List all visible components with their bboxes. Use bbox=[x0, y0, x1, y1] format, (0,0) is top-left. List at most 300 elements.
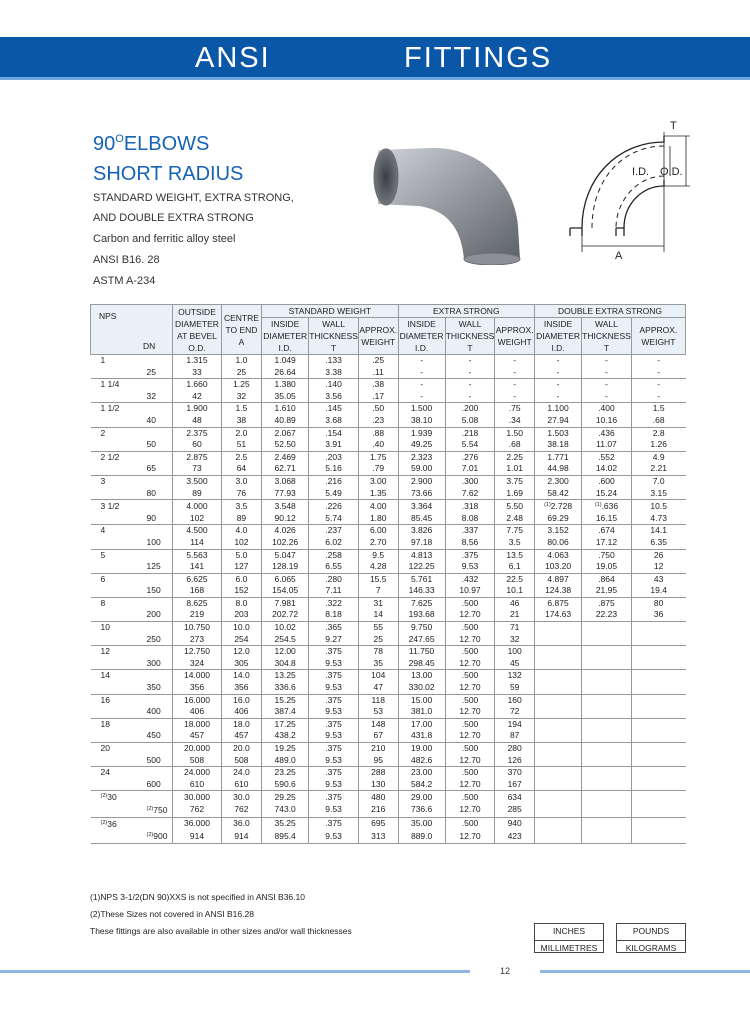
table-row bbox=[91, 488, 686, 500]
cell-od bbox=[173, 791, 222, 804]
cell-value: 5.49 bbox=[325, 487, 342, 498]
cell-x-w bbox=[495, 767, 535, 779]
col-std-weight bbox=[358, 318, 398, 355]
cell-value: - bbox=[420, 355, 424, 365]
cell-x-id bbox=[398, 597, 445, 609]
cell-od bbox=[173, 415, 222, 427]
cell-value: .750 bbox=[598, 549, 615, 560]
cell-s-id bbox=[262, 525, 309, 537]
cell-value: 15.24 bbox=[595, 487, 618, 498]
cell-value: .365 bbox=[325, 622, 342, 633]
cell-value: 695 bbox=[371, 818, 386, 829]
cell-x-w bbox=[495, 682, 535, 694]
cell-xx-w bbox=[631, 525, 685, 537]
cell-s-t bbox=[309, 427, 359, 439]
label-id: I.D. bbox=[632, 166, 650, 178]
cell-x-w bbox=[495, 488, 535, 500]
dn-value: 125 bbox=[146, 561, 161, 572]
col-nps bbox=[91, 305, 173, 355]
cell-value: 6.625 bbox=[186, 573, 208, 584]
col-xxs-id-line: INSIDE bbox=[543, 319, 573, 329]
cell-dn bbox=[91, 561, 173, 573]
nps-value: 24 bbox=[100, 767, 110, 778]
cell-x-id bbox=[398, 537, 445, 549]
cell-xx-t bbox=[582, 488, 632, 500]
cell-x-id bbox=[398, 513, 445, 525]
nps-value: 6 bbox=[100, 573, 106, 584]
cell-value: 489.0 bbox=[274, 754, 296, 765]
cell-x-t bbox=[445, 355, 495, 367]
nps-value: 18 bbox=[100, 718, 110, 729]
cell-nps bbox=[91, 549, 173, 561]
cell-s-w bbox=[358, 817, 398, 830]
cell-s-w bbox=[358, 779, 398, 791]
cell-x-id bbox=[398, 791, 445, 804]
cell-x-t bbox=[445, 830, 495, 843]
cell-xx-w bbox=[631, 391, 685, 403]
cell-value: 8.56 bbox=[461, 536, 479, 547]
cell-value: 7.75 bbox=[506, 525, 523, 536]
cell-value: 1.35 bbox=[369, 487, 387, 498]
cell-value: 12.70 bbox=[459, 657, 481, 668]
cell-x-t bbox=[445, 779, 495, 791]
cell-value: .500 bbox=[461, 791, 479, 802]
cell-xx-id bbox=[535, 537, 582, 549]
cell-xx-w bbox=[631, 755, 685, 767]
cell-s-t bbox=[309, 743, 359, 755]
cell-value: 48 bbox=[192, 414, 202, 425]
cell-x-id bbox=[398, 500, 445, 513]
cell-x-t bbox=[445, 525, 495, 537]
cell-xx-t bbox=[582, 391, 632, 403]
nps-value: 2 bbox=[100, 427, 106, 438]
cell-s-id bbox=[262, 573, 309, 585]
cell-value: 118 bbox=[371, 694, 385, 705]
col-xxs-wall-line: T bbox=[603, 343, 610, 353]
group-double-extra-strong: DOUBLE EXTRA STRONG bbox=[535, 305, 686, 318]
cell-od bbox=[173, 706, 222, 718]
cell-value: - bbox=[605, 366, 608, 377]
header-banner bbox=[0, 37, 750, 77]
cell-xx-id bbox=[535, 427, 582, 439]
cell-xx-id bbox=[535, 488, 582, 500]
table-row bbox=[91, 585, 686, 597]
cell-xx-id bbox=[535, 451, 582, 463]
cell-value: 124.38 bbox=[545, 585, 572, 596]
cell-s-id bbox=[262, 694, 309, 706]
cell-xx-t bbox=[582, 779, 632, 791]
cell-xx-id bbox=[535, 500, 582, 513]
cell-value: - bbox=[468, 390, 472, 401]
cell-value: 32 bbox=[236, 390, 247, 401]
cell-x-w bbox=[495, 475, 535, 487]
cell-s-t bbox=[309, 646, 359, 658]
cell-value: 914 bbox=[234, 830, 249, 841]
cell-xx-w bbox=[631, 767, 685, 779]
cell-s-t bbox=[309, 718, 359, 730]
cell-x-id bbox=[398, 830, 445, 843]
cell-xx-w bbox=[631, 463, 685, 475]
cell-dn bbox=[91, 537, 173, 549]
nps-value: 3 1/2 bbox=[100, 500, 120, 511]
cell-value: 1.380 bbox=[274, 379, 296, 390]
cell-value: 4.28 bbox=[369, 561, 387, 572]
cell-xx-w bbox=[631, 670, 685, 682]
cell-od bbox=[173, 682, 222, 694]
cell-xx-id bbox=[535, 475, 582, 487]
cell-value: - bbox=[513, 355, 517, 365]
group-standard-weight: STANDARD WEIGHT bbox=[262, 305, 398, 318]
cell-s-t bbox=[309, 403, 359, 415]
cell-dn bbox=[91, 755, 173, 767]
cell-x-id bbox=[398, 743, 445, 755]
cell-x-w bbox=[495, 779, 535, 791]
cell-value: 4.897 bbox=[547, 573, 569, 584]
dn-value: 25 bbox=[146, 366, 156, 377]
cell-value: .145 bbox=[325, 403, 342, 414]
cell-xx-w bbox=[631, 561, 685, 573]
cell-value: 356 bbox=[234, 682, 249, 693]
cell-s-w bbox=[358, 791, 398, 804]
cell-xx-t bbox=[582, 622, 632, 634]
cell-xx-id bbox=[535, 804, 582, 817]
dn-value: 300 bbox=[146, 657, 161, 668]
table-row bbox=[91, 391, 686, 403]
cell-xx-w bbox=[631, 355, 685, 367]
col-std-wall-line: T bbox=[330, 343, 337, 353]
cell-s-id bbox=[262, 622, 309, 634]
cell-value: 10.750 bbox=[183, 622, 210, 633]
cell-value: 584.2 bbox=[410, 778, 433, 789]
cell-x-id bbox=[398, 573, 445, 585]
cell-value: .25 bbox=[372, 355, 385, 365]
cell-value: 1.315 bbox=[186, 355, 208, 365]
cell-a bbox=[221, 646, 261, 658]
table-row bbox=[91, 767, 686, 779]
elbow-photo bbox=[372, 140, 522, 265]
cell-x-id bbox=[398, 718, 445, 730]
cell-value: 202.72 bbox=[272, 609, 299, 620]
cell-value: 15.00 bbox=[410, 694, 433, 705]
table-row bbox=[91, 755, 686, 767]
footnote-mark: (2) bbox=[100, 793, 108, 800]
col-xs-wall-line: THICKNESS bbox=[445, 331, 495, 341]
cell-x-t bbox=[445, 634, 495, 646]
cell-xx-w bbox=[631, 634, 685, 646]
cell-xx-t bbox=[582, 451, 632, 463]
cell-value: 387.4 bbox=[274, 706, 296, 717]
cell-dn bbox=[91, 706, 173, 718]
cell-xx-id bbox=[535, 439, 582, 451]
cell-value: 5.761 bbox=[410, 573, 433, 584]
cell-xx-w bbox=[631, 379, 685, 391]
cell-dn bbox=[91, 513, 173, 525]
label-od: O.D. bbox=[660, 166, 683, 178]
cell-x-t bbox=[445, 451, 495, 463]
cell-value: 167 bbox=[507, 778, 522, 789]
cell-value: 6.875 bbox=[547, 597, 569, 608]
nps-value: 36 bbox=[107, 818, 117, 829]
cell-value: 17.25 bbox=[274, 718, 296, 729]
cell-value: 431.8 bbox=[410, 730, 433, 741]
cell-value: 12.70 bbox=[459, 706, 481, 717]
table-row bbox=[91, 804, 686, 817]
cell-s-w bbox=[358, 670, 398, 682]
cell-value: - bbox=[513, 379, 517, 390]
cell-x-t bbox=[445, 622, 495, 634]
cell-s-w bbox=[358, 475, 398, 487]
cell-value: 10.02 bbox=[274, 622, 296, 633]
cell-xx-w bbox=[631, 585, 685, 597]
cell-value: 634 bbox=[507, 791, 522, 802]
dn-value: 400 bbox=[146, 706, 161, 717]
cell-x-id bbox=[398, 609, 445, 621]
cell-od bbox=[173, 817, 222, 830]
cell-x-w bbox=[495, 718, 535, 730]
cell-value: 6.00 bbox=[369, 525, 387, 536]
cell-value: .375 bbox=[325, 818, 342, 829]
cell-xx-id bbox=[535, 817, 582, 830]
cell-value: 2.0 bbox=[235, 427, 248, 438]
cell-value: 100 bbox=[507, 646, 522, 657]
cell-value: 3.00 bbox=[369, 475, 387, 486]
cell-a bbox=[221, 830, 261, 843]
cell-od bbox=[173, 379, 222, 391]
cell-x-id bbox=[398, 403, 445, 415]
cell-value: .674 bbox=[598, 525, 615, 536]
cell-value: 13.00 bbox=[410, 670, 433, 681]
cell-xx-id bbox=[535, 706, 582, 718]
cell-value: 4.026 bbox=[274, 525, 296, 536]
desc-line-5: ASTM A-234 bbox=[93, 275, 156, 287]
cell-value: 11.07 bbox=[596, 439, 617, 450]
nps-value: 1 1/4 bbox=[100, 379, 120, 390]
cell-a bbox=[221, 488, 261, 500]
cell-s-w bbox=[358, 367, 398, 379]
cell-value: 80 bbox=[653, 597, 664, 608]
cell-x-id bbox=[398, 475, 445, 487]
cell-value: 736.6 bbox=[410, 804, 433, 815]
cell-value: 1.80 bbox=[369, 512, 387, 523]
cell-value: 25 bbox=[373, 633, 383, 644]
cell-value: 1.610 bbox=[274, 403, 296, 414]
cell-value: 381.0 bbox=[410, 706, 433, 717]
cell-xx-t bbox=[582, 718, 632, 730]
cell-x-w bbox=[495, 791, 535, 804]
cell-value: .11 bbox=[372, 366, 384, 377]
cell-value: .552 bbox=[598, 451, 615, 462]
cell-x-w bbox=[495, 403, 535, 415]
cell-value: 3.5 bbox=[235, 500, 248, 511]
cell-nps bbox=[91, 427, 173, 439]
cell-value: 2.48 bbox=[506, 512, 523, 523]
cell-value: 146.33 bbox=[408, 585, 435, 596]
cell-value: 285 bbox=[507, 804, 522, 815]
cell-value: 219 bbox=[189, 609, 205, 620]
cell-value: 19.4 bbox=[650, 585, 667, 596]
cell-value: 5.563 bbox=[186, 549, 208, 560]
cell-xx-id bbox=[535, 609, 582, 621]
cell-dn bbox=[91, 682, 173, 694]
cell-value: - bbox=[556, 366, 560, 377]
cell-value: 1.049 bbox=[274, 355, 296, 365]
table-row bbox=[91, 525, 686, 537]
cell-value: .375 bbox=[325, 694, 342, 705]
cell-value: 457 bbox=[189, 730, 205, 741]
footer-line-left bbox=[0, 970, 470, 973]
unit-inches: INCHES bbox=[552, 926, 586, 936]
cell-xx-t bbox=[582, 767, 632, 779]
cell-value: 480 bbox=[371, 791, 386, 802]
cell-od bbox=[173, 743, 222, 755]
cell-value: 12.70 bbox=[459, 633, 481, 644]
cell-x-w bbox=[495, 463, 535, 475]
cell-xx-id bbox=[535, 355, 582, 367]
col-xxs-weight-line: WEIGHT bbox=[641, 337, 676, 347]
cell-value: 12.00 bbox=[274, 646, 296, 657]
cell-x-t bbox=[445, 427, 495, 439]
cell-value: 12.70 bbox=[459, 778, 481, 789]
cell-value: .500 bbox=[461, 767, 479, 778]
cell-a bbox=[221, 609, 261, 621]
cell-value: 423 bbox=[507, 830, 522, 841]
cell-value: 2.5 bbox=[235, 451, 248, 462]
cell-value: 16.000 bbox=[183, 694, 210, 705]
cell-x-t bbox=[445, 488, 495, 500]
cell-xx-id bbox=[535, 767, 582, 779]
cell-value: 12.70 bbox=[459, 754, 481, 765]
cell-xx-id bbox=[535, 694, 582, 706]
cell-s-t bbox=[309, 670, 359, 682]
table-row bbox=[91, 670, 686, 682]
cell-value: 4.9 bbox=[652, 451, 665, 462]
cell-xx-id bbox=[535, 743, 582, 755]
cell-value: .500 bbox=[461, 622, 479, 633]
cell-x-w bbox=[495, 730, 535, 742]
cell-od bbox=[173, 622, 222, 634]
cell-value: .38 bbox=[372, 379, 385, 390]
cell-value: 3.068 bbox=[274, 475, 296, 486]
cell-x-w bbox=[495, 427, 535, 439]
cell-a bbox=[221, 537, 261, 549]
cell-value: - bbox=[556, 390, 560, 401]
note-2: (2)These Sizes not covered in ANSI B16.28 bbox=[90, 909, 254, 919]
cell-s-t bbox=[309, 379, 359, 391]
cell-value: 193.68 bbox=[408, 609, 435, 620]
cell-xx-t bbox=[582, 379, 632, 391]
degree-sign: O bbox=[115, 133, 124, 145]
cell-s-w bbox=[358, 488, 398, 500]
cell-s-w bbox=[358, 549, 398, 561]
cell-value: 6.35 bbox=[650, 536, 667, 547]
col-xxs-weight bbox=[631, 318, 685, 355]
cell-value: - bbox=[657, 366, 661, 377]
cell-value: 95 bbox=[373, 754, 383, 765]
cell-x-w bbox=[495, 694, 535, 706]
cell-x-w bbox=[495, 525, 535, 537]
unit-pounds: POUNDS bbox=[632, 926, 670, 936]
cell-xx-id bbox=[535, 463, 582, 475]
cell-value: 30.000 bbox=[183, 791, 210, 802]
cell-od bbox=[173, 730, 222, 742]
cell-value: 12 bbox=[653, 561, 664, 572]
dimension-table bbox=[90, 304, 686, 844]
cell-value: 13.25 bbox=[274, 670, 296, 681]
note-1: (1)NPS 3-1/2(DN 90)XXS is not specified in ANSI B36.10 bbox=[90, 892, 305, 902]
cell-xx-id bbox=[535, 622, 582, 634]
cell-value: 47 bbox=[373, 682, 383, 693]
cell-value: 29.00 bbox=[410, 791, 433, 802]
cell-xx-w bbox=[631, 706, 685, 718]
od-h2: DIAMETER bbox=[175, 318, 219, 329]
cell-nps bbox=[91, 767, 173, 779]
cell-od bbox=[173, 573, 222, 585]
cell-value: .375 bbox=[325, 743, 342, 753]
cell-value: 26 bbox=[653, 549, 664, 560]
cell-value: .216 bbox=[325, 475, 342, 486]
nps-value: 5 bbox=[100, 549, 106, 560]
cell-value: 46 bbox=[509, 597, 520, 608]
cell-dn bbox=[91, 804, 173, 817]
cell-x-t bbox=[445, 646, 495, 658]
cell-value: 356 bbox=[189, 682, 205, 693]
cell-od bbox=[173, 804, 222, 817]
cell-xx-w bbox=[631, 427, 685, 439]
cell-x-t bbox=[445, 379, 495, 391]
cell-xx-t bbox=[582, 573, 632, 585]
cell-s-id bbox=[262, 379, 309, 391]
table-row bbox=[91, 658, 686, 670]
cell-x-w bbox=[495, 391, 535, 403]
cell-x-t bbox=[445, 767, 495, 779]
col-xs-id-line: INSIDE bbox=[407, 319, 436, 329]
cell-value: 23.00 bbox=[410, 767, 433, 778]
cell-value: 33 bbox=[192, 366, 202, 377]
col-xxs-wall bbox=[582, 318, 632, 355]
cell-s-w bbox=[358, 634, 398, 646]
cell-value: - bbox=[420, 366, 424, 377]
cell-a bbox=[221, 415, 261, 427]
cell-value: 324 bbox=[189, 657, 205, 668]
cell-value: 508 bbox=[189, 754, 205, 765]
cell-a bbox=[221, 622, 261, 634]
cell-value: .600 bbox=[598, 475, 615, 486]
cell-s-w bbox=[358, 609, 398, 621]
cell-value: 10.1 bbox=[506, 585, 523, 596]
cell-x-w bbox=[495, 817, 535, 830]
cell-value: 5.08 bbox=[461, 414, 479, 425]
cell-value: 2.900 bbox=[410, 475, 433, 486]
cell-value: 11.750 bbox=[408, 646, 435, 657]
title-angle: 90 bbox=[93, 133, 116, 155]
cell-x-t bbox=[445, 817, 495, 830]
cell-value: 9.53 bbox=[461, 561, 479, 572]
cell-value: 12.70 bbox=[459, 730, 481, 741]
cell-xx-id bbox=[535, 525, 582, 537]
cell-x-id bbox=[398, 706, 445, 718]
table-row bbox=[91, 475, 686, 487]
cell-value: 12.70 bbox=[459, 682, 481, 693]
cell-value: 127 bbox=[234, 561, 249, 572]
cell-od bbox=[173, 451, 222, 463]
table-row bbox=[91, 779, 686, 791]
cell-value: 8.18 bbox=[325, 609, 342, 620]
cell-value: .218 bbox=[461, 427, 479, 438]
cell-x-t bbox=[445, 391, 495, 403]
table-row bbox=[91, 463, 686, 475]
cell-xx-id bbox=[535, 755, 582, 767]
cell-value: - bbox=[556, 379, 560, 390]
